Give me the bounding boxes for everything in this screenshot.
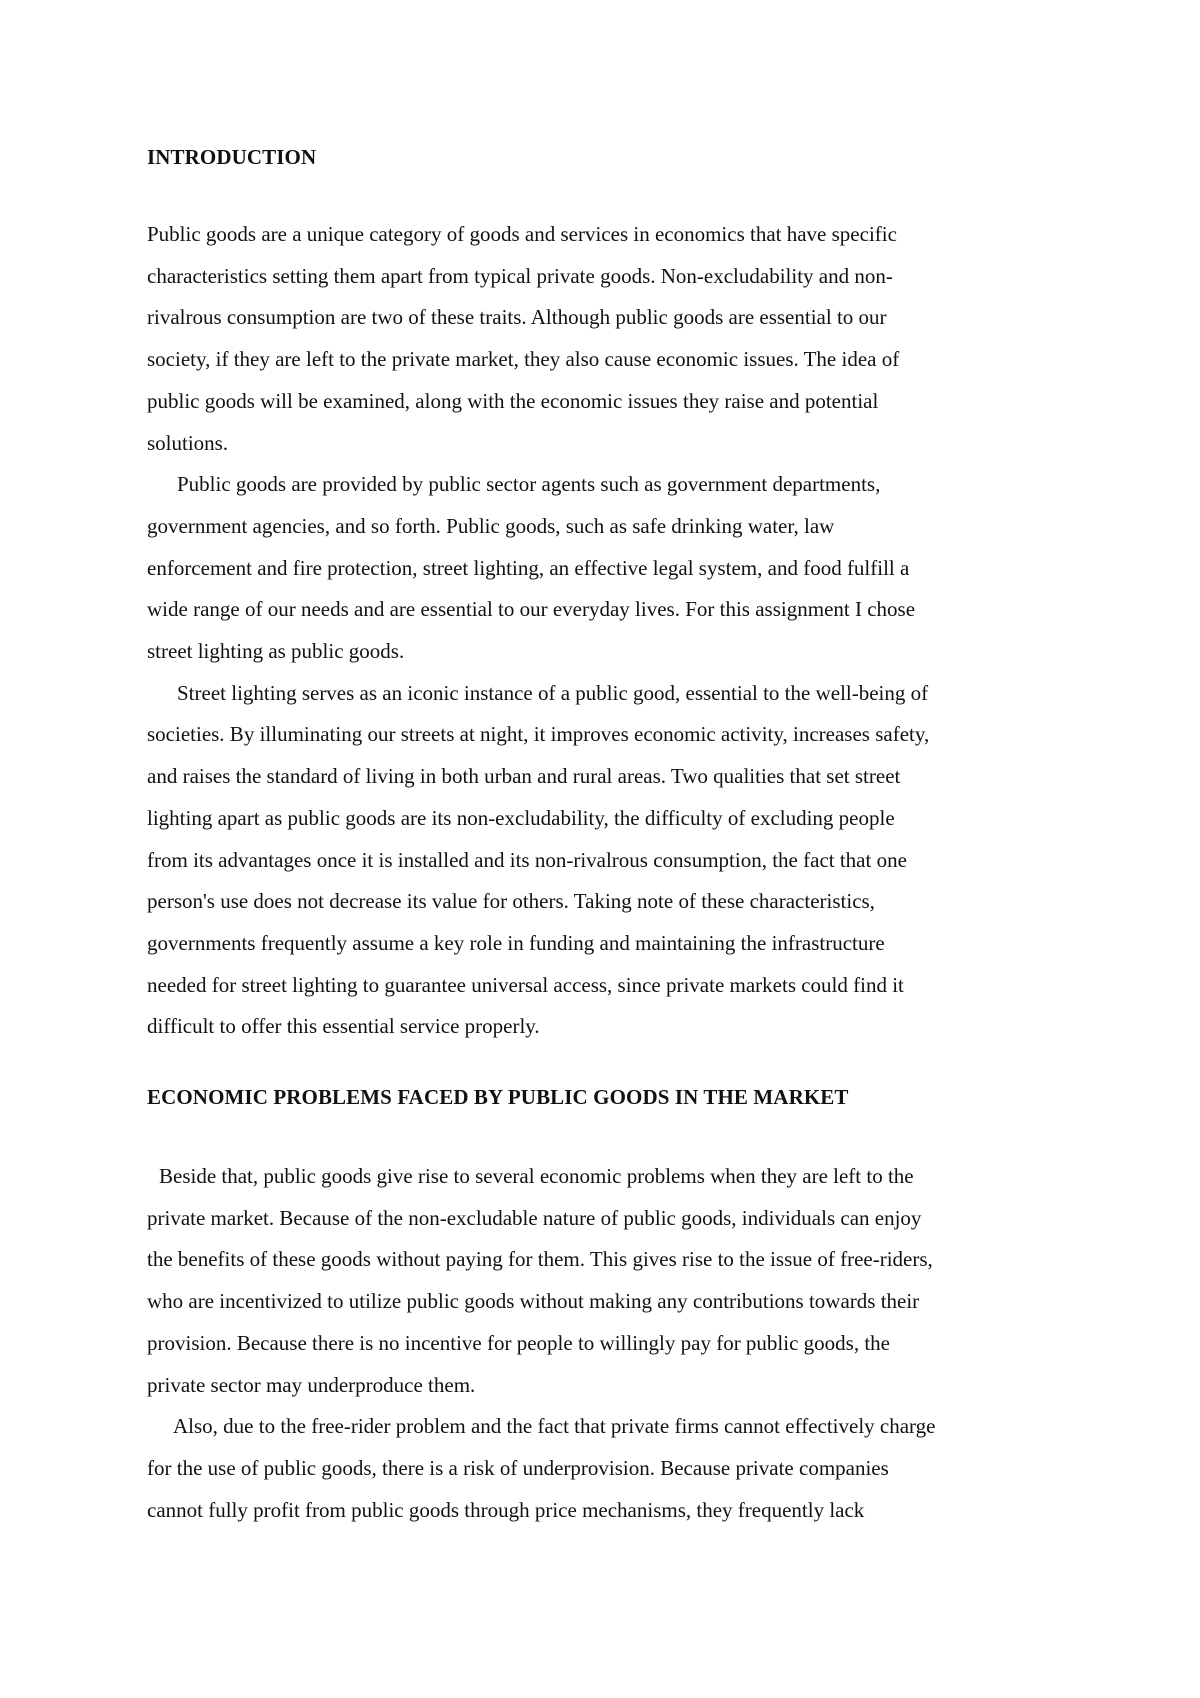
text-line: societies. By illuminating our streets at night, it improves economic activity, increases safety, (147, 722, 930, 747)
text-line: characteristics setting them apart from typical private goods. Non-excludability and non- (147, 263, 893, 288)
heading-introduction: INTRODUCTION (147, 145, 317, 169)
text-line: street lighting as public goods. (147, 639, 405, 664)
text-line: lighting apart as public goods are its non-excludability, the difficulty of excluding people (147, 805, 895, 830)
text-line: who are incentivized to utilize public goods without making any contributions towards their (147, 1289, 920, 1314)
text-line: Beside that, public goods give rise to several economic problems when they are left to the (159, 1164, 914, 1189)
text-line: private sector may underproduce them. (147, 1372, 476, 1397)
text-line: governments frequently assume a key role in funding and maintaining the infrastructure (147, 930, 885, 955)
text-line: enforcement and fire protection, street lighting, an effective legal system, and food fulfill a (147, 555, 910, 580)
text-line: and raises the standard of living in both urban and rural areas. Two qualities that set street (147, 764, 901, 789)
text-line: provision. Because there is no incentive for people to willingly pay for public goods, the (147, 1330, 890, 1355)
text-line: rivalrous consumption are two of these traits. Although public goods are essential to our (147, 305, 887, 330)
text-line: Public goods are provided by public sector agents such as government departments, (177, 472, 881, 497)
text-line: wide range of our needs and are essential to our everyday lives. For this assignment I chose (147, 597, 916, 622)
text-line: the benefits of these goods without paying for them. This gives rise to the issue of free-riders, (147, 1247, 933, 1272)
text-line: Street lighting serves as an iconic instance of a public good, essential to the well-being of (177, 680, 929, 705)
heading-economic-problems: ECONOMIC PROBLEMS FACED BY PUBLIC GOODS IN THE MARKET (147, 1085, 849, 1110)
text-line: cannot fully profit from public goods through price mechanisms, they frequently lack (147, 1497, 865, 1522)
text-line: from its advantages once it is installed and its non-rivalrous consumption, the fact that one (147, 847, 907, 872)
text-line: Also, due to the free-rider problem and the fact that private firms cannot effectively charge (173, 1414, 936, 1439)
text-line: society, if they are left to the private market, they also cause economic issues. The idea of (147, 347, 900, 372)
text-line: public goods will be examined, along with the economic issues they raise and potential (147, 388, 879, 413)
text-line: person's use does not decrease its value for others. Taking note of these characteristics, (147, 889, 875, 914)
text-line: private market. Because of the non-excludable nature of public goods, individuals can enjoy (147, 1205, 922, 1230)
text-line: Public goods are a unique category of goods and services in economics that have specific (147, 222, 897, 246)
paragraph-problems-1 (147, 1156, 1067, 1406)
text-line: government agencies, and so forth. Public goods, such as safe drinking water, law (147, 513, 835, 538)
text-line: solutions. (147, 430, 229, 455)
paragraph-intro-3 (147, 673, 1067, 1048)
text-line: difficult to offer this essential service properly. (147, 1014, 540, 1039)
text-line: for the use of public goods, there is a risk of underprovision. Because private companies (147, 1455, 889, 1480)
paragraph-intro-1 (147, 214, 1067, 464)
document-body (147, 142, 1067, 1531)
paragraph-problems-2 (147, 1406, 1067, 1531)
text-line: needed for street lighting to guarantee universal access, since private markets could find it (147, 972, 904, 997)
paragraph-intro-2 (147, 464, 1067, 673)
